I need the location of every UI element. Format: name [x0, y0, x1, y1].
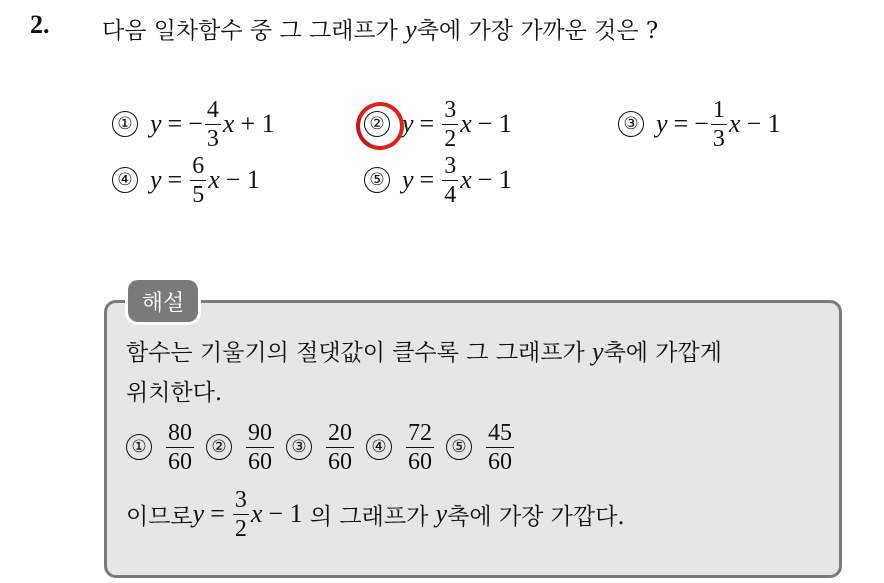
ratio-1-num: 80 — [168, 419, 192, 446]
conclusion-fraction — [233, 488, 249, 541]
option-3-tail: − 1 — [746, 109, 781, 138]
option-5-marker: ⑤ — [364, 167, 390, 193]
ratio-4-num: 72 — [408, 419, 432, 446]
conclusion-tail: − 1 — [268, 499, 303, 528]
option-5[interactable] — [364, 150, 512, 210]
option-2-eq: = — [419, 109, 435, 138]
option-1[interactable] — [112, 94, 275, 154]
conclusion-lhs: y — [192, 499, 205, 528]
option-5-num: 3 — [444, 152, 457, 179]
option-1-tail: + 1 — [240, 109, 275, 138]
option-1-eq: = — [167, 109, 183, 138]
ratio-5-marker: ⑤ — [446, 434, 472, 460]
ratio-2-marker: ② — [206, 434, 232, 460]
option-2[interactable] — [364, 94, 512, 154]
conclusion-var: y — [435, 499, 448, 528]
question-text-before: 다음 일차함수 중 그 그래프가 — [102, 18, 406, 44]
option-3-fraction — [711, 98, 727, 151]
ratio-5-fraction — [486, 421, 514, 474]
explanation-ratios — [126, 412, 516, 482]
option-5-den: 4 — [444, 181, 457, 208]
option-2-fraction — [442, 98, 458, 151]
ratio-3-den: 60 — [328, 448, 352, 475]
option-2-marker: ② — [364, 111, 390, 137]
ratio-3-num: 20 — [328, 419, 352, 446]
conclusion-after: 축에 가장 가깝다. — [447, 503, 625, 530]
option-5-x: x — [460, 165, 472, 194]
question-text — [102, 12, 658, 45]
explanation-line-1 — [126, 334, 722, 367]
explanation-line-1-before: 함수는 기울기의 절댓값이 클수록 그 그래프가 — [126, 340, 593, 366]
option-2-num: 3 — [444, 96, 457, 123]
option-2-lhs: y — [402, 109, 414, 138]
option-1-lhs: y — [150, 109, 162, 138]
option-4-lhs: y — [150, 165, 162, 194]
option-5-eq: = — [419, 165, 435, 194]
option-2-x: x — [460, 109, 472, 138]
ratio-5-den: 60 — [488, 448, 512, 475]
option-3-sign: − — [694, 109, 709, 138]
ratio-5-num: 45 — [488, 419, 512, 446]
explanation-line-1-var: y — [592, 337, 604, 366]
option-4-num: 6 — [192, 152, 205, 179]
option-5-fraction — [442, 154, 458, 207]
conclusion-den: 2 — [234, 515, 247, 542]
ratio-2-fraction — [246, 421, 274, 474]
option-3-marker: ③ — [618, 111, 644, 137]
ratio-1-den: 60 — [168, 448, 192, 475]
option-3-den: 3 — [712, 125, 725, 152]
option-2-den: 2 — [444, 125, 457, 152]
option-1-den: 3 — [206, 125, 219, 152]
ratio-2-den: 60 — [248, 448, 272, 475]
ratio-4-marker: ④ — [366, 434, 392, 460]
option-1-marker: ① — [112, 111, 138, 137]
explanation-conclusion — [126, 484, 625, 544]
conclusion-middle: 의 그래프가 — [302, 503, 436, 530]
option-4-eq: = — [167, 165, 183, 194]
ratio-4-den: 60 — [408, 448, 432, 475]
option-1-num: 4 — [206, 96, 219, 123]
option-3-x: x — [728, 109, 741, 138]
option-3[interactable] — [618, 94, 781, 154]
option-5-tail: − 1 — [477, 165, 512, 194]
conclusion-num: 3 — [234, 486, 247, 513]
option-5-lhs: y — [402, 165, 414, 194]
question-number: 2. — [30, 10, 50, 39]
option-3-num: 1 — [712, 96, 725, 123]
conclusion-x: x — [250, 499, 263, 528]
option-4-marker: ④ — [112, 167, 138, 193]
explanation-tag: 해설 — [128, 280, 198, 322]
conclusion-before: 이므로 — [126, 503, 193, 530]
option-4[interactable] — [112, 150, 260, 210]
option-4-tail: − 1 — [225, 165, 260, 194]
option-3-lhs: y — [656, 109, 668, 138]
ratio-4-fraction — [406, 421, 434, 474]
option-1-fraction — [205, 98, 221, 151]
ratio-1-fraction — [166, 421, 194, 474]
option-4-x: x — [208, 165, 220, 194]
question-var: y — [405, 15, 417, 44]
ratio-3-fraction — [326, 421, 354, 474]
ratio-3-marker: ③ — [286, 434, 312, 460]
option-4-fraction — [190, 154, 206, 207]
option-2-tail: − 1 — [477, 109, 512, 138]
conclusion-eq: = — [210, 499, 225, 528]
option-1-x: x — [222, 109, 235, 138]
explanation-line-2: 위치한다. — [126, 380, 223, 406]
option-3-eq: = — [673, 109, 689, 138]
red-circle-mark-icon — [349, 95, 411, 157]
ratio-1-marker: ① — [126, 434, 152, 460]
option-4-den: 5 — [192, 181, 205, 208]
question-text-after: 축에 가장 가까운 것은 ? — [416, 18, 659, 44]
ratio-2-num: 90 — [248, 419, 272, 446]
explanation-line-1-after: 축에 가깝게 — [603, 340, 722, 366]
option-1-sign: − — [188, 109, 203, 138]
